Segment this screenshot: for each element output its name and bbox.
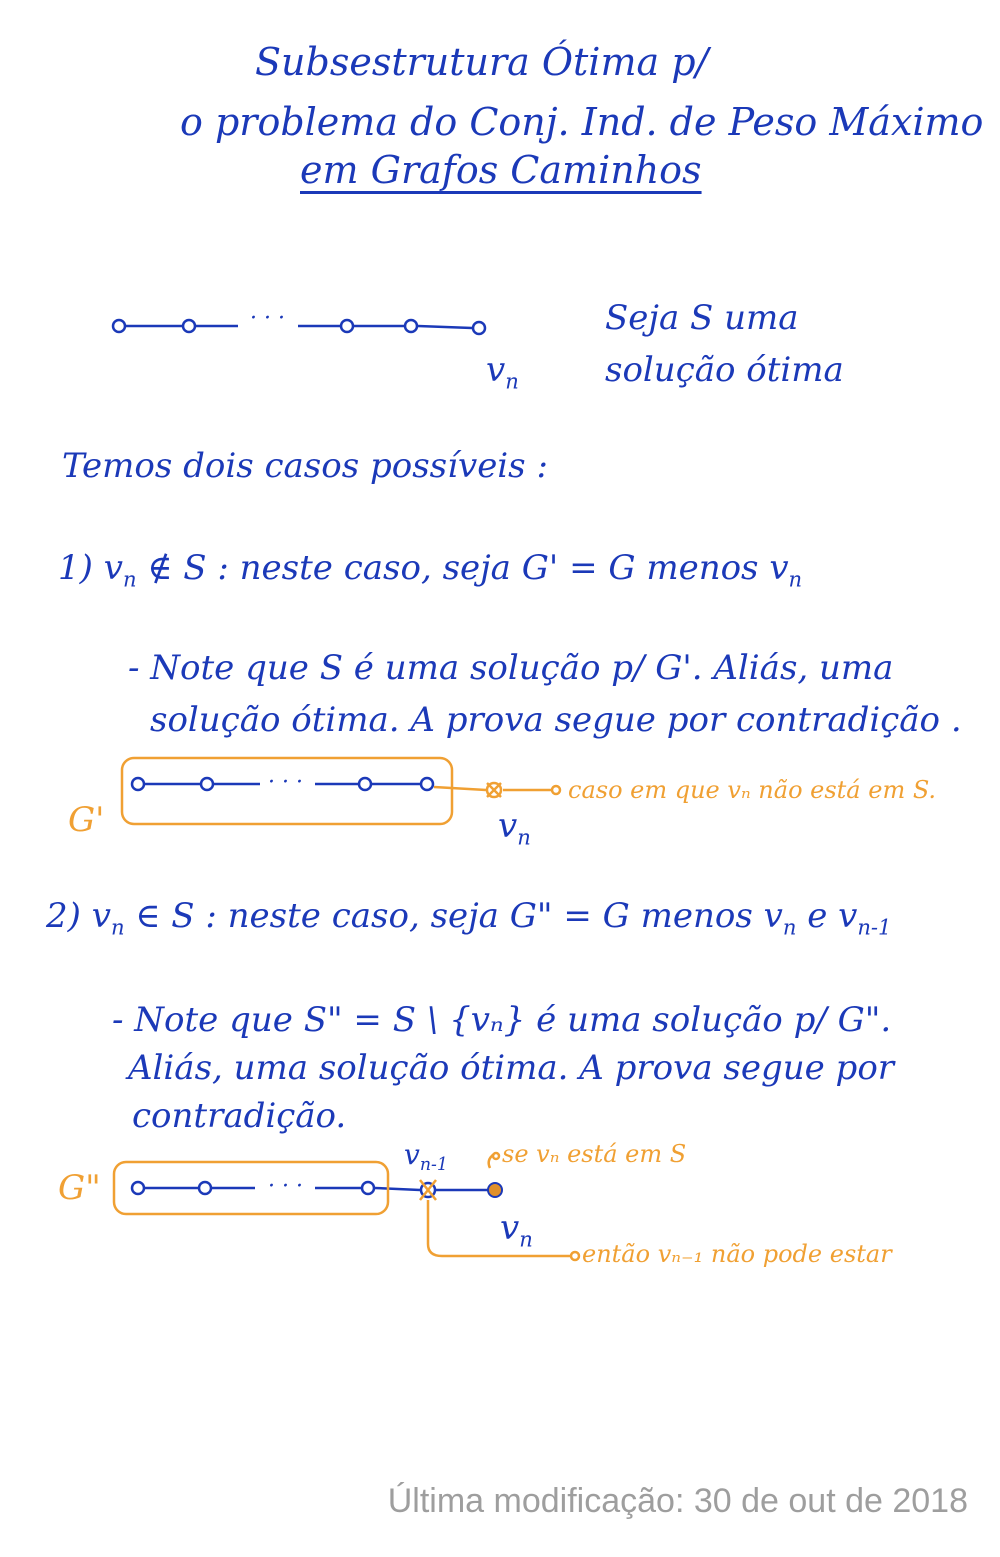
cases-intro: Temos dois casos possíveis : — [62, 446, 548, 486]
title-line-1: Subsestrutura Ótima p/ — [255, 40, 709, 84]
case1-annotation: caso em que vₙ não está em S. — [568, 776, 937, 804]
title-line-3: em Grafos Caminhos — [300, 148, 702, 192]
side-note-line-2: solução ótima — [605, 350, 844, 390]
case2-vn-label: $v_n$ — [500, 1208, 533, 1252]
case2-graph-label: G" — [58, 1168, 101, 1208]
case1-note-line-1: - Note que S é uma solução p/ G'. Aliás, uma — [128, 648, 894, 688]
case2-note-line-1: - Note que S" = S \ {vₙ} é uma solução p/ G". — [112, 1000, 892, 1040]
case2-statement: 2) $v_n$ ∈ S : neste caso, seja G" = G menos $v_n$ e $v_{n-1}$ — [46, 896, 892, 940]
side-note-line-1: Seja S uma — [605, 298, 799, 338]
case1-number: 1) — [58, 548, 93, 588]
case2-dots: · · · — [268, 1174, 303, 1199]
path-dots: · · · — [250, 306, 285, 331]
case1-note-line-2: solução ótima. A prova segue por contradição . — [150, 700, 962, 740]
g-double-prime-graph — [132, 1182, 488, 1197]
case2-annotation-top: se vₙ está em S — [502, 1140, 687, 1168]
path-vn-label: $v_n$ — [486, 350, 519, 394]
case2-note-line-3: contradição. — [132, 1096, 347, 1136]
case2-number: 2) — [46, 896, 81, 936]
case2-vn1-label: $v_{n-1}$ — [404, 1138, 448, 1176]
case1-dots: · · · — [268, 770, 303, 795]
case1-graph-label: G' — [68, 800, 105, 840]
vn-included-node — [488, 1183, 502, 1197]
title-line-2: o problema do Conj. Ind. de Peso Máximo — [180, 100, 984, 144]
last-modified-footer: Última modificação: 30 de out de 2018 — [387, 1482, 968, 1520]
case1-statement: 1) $v_n$ ∉ S : neste caso, seja G' = G menos $v_n$ — [58, 548, 803, 592]
case2-annotation-bottom: então vₙ₋₁ não pode estar — [582, 1240, 892, 1268]
case2-note-line-2: Aliás, uma solução ótima. A prova segue por — [128, 1048, 895, 1088]
case1-vn-label: $v_n$ — [498, 806, 531, 850]
path-graph — [113, 320, 485, 334]
